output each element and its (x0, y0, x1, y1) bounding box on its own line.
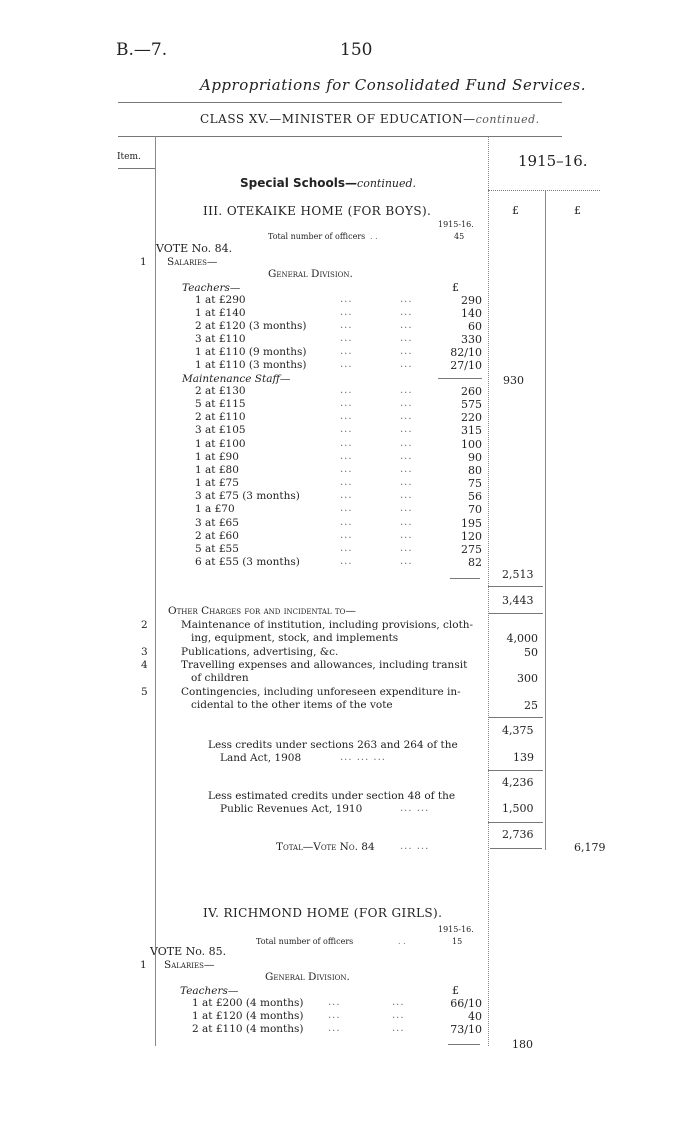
dots: ... (400, 490, 413, 502)
salary-line-amount: 27/10 (450, 359, 482, 372)
charge-description-cont: cidental to the other items of the vote (191, 699, 393, 711)
year-column-label: 1915–16. (518, 152, 588, 170)
sum-rule (488, 613, 543, 614)
dots: ... (340, 320, 353, 331)
item-column-rule (155, 136, 156, 1046)
dots: ... ... ... (340, 752, 386, 763)
officers-year: 1915-16. (438, 220, 474, 229)
charge-description: Travelling expenses and allowances, including transit (181, 659, 468, 671)
dots: ... (400, 555, 413, 567)
teachers-total: 930 (503, 374, 524, 387)
item-column-label: Item. (117, 152, 141, 162)
less-estimated-line1: Less estimated credits under section 48 of the (208, 790, 456, 802)
salary-line-amount: 575 (461, 398, 482, 412)
less-estimated-amount: 1,500 (502, 802, 534, 815)
dots: ... (340, 294, 353, 305)
table-top-rule (118, 136, 562, 137)
salary-line-amount: 290 (461, 294, 482, 307)
page-number: 150 (340, 40, 373, 60)
salary-line-description: 5 at £115 (195, 398, 246, 411)
salary-line-description: 3 at £65 (195, 516, 239, 529)
salaries-total: 3,443 (502, 594, 534, 607)
pound-sign: £ (574, 204, 581, 217)
special-schools-heading (240, 176, 416, 190)
dots: ... ... (400, 803, 430, 814)
salary-line-amount: 75 (468, 477, 482, 491)
charge-item-number: 3 (141, 646, 148, 658)
dots: ... (340, 503, 353, 515)
salaries-label: Salaries— (164, 959, 215, 971)
dots: ... (340, 333, 353, 344)
salary-line-description: 1 at £110 (9 months) (195, 346, 307, 358)
salary-line-amount: 66/10 (450, 997, 482, 1010)
dots: ... (400, 516, 413, 528)
salary-line-amount: 80 (468, 463, 482, 477)
salary-line-description: 1 at £80 (195, 463, 239, 476)
other-charges-label: Other Charges for and incidental to— (168, 605, 356, 617)
sum-after-credits: 4,236 (502, 776, 534, 789)
item-header-rule (118, 168, 155, 169)
salary-line-amount: 56 (468, 490, 482, 504)
salary-line-description: 1 at £90 (195, 450, 239, 463)
dots: ... ... (400, 841, 430, 852)
maintenance-staff-label: Maintenance Staff— (182, 373, 291, 385)
section-heading: IV. RICHMOND HOME (FOR GIRLS). (203, 906, 443, 920)
item-number: 1 (140, 959, 147, 971)
vote-total-label: Total—Vote No. 84 (276, 841, 375, 853)
dots: ... (400, 463, 413, 475)
pound-sign: £ (452, 281, 459, 294)
salary-line-description: 2 at £110 (4 months) (192, 1023, 304, 1035)
dots: . . (398, 937, 406, 946)
officers-label: Total number of officers (256, 937, 354, 946)
dots: ... (340, 477, 353, 489)
salary-line-description: 3 at £110 (195, 333, 246, 345)
dots: ... (400, 529, 413, 541)
salary-line-description: 1 at £100 (195, 437, 246, 450)
dots: ... (400, 424, 413, 436)
dots: ... (400, 385, 413, 396)
salary-line-description: 1 at £140 (195, 307, 246, 319)
dots: ... (328, 1023, 341, 1034)
salary-line-amount: 315 (461, 424, 482, 438)
dots: ... (328, 997, 341, 1008)
dots: ... (340, 463, 353, 475)
dots: ... (392, 1023, 405, 1034)
general-division-label: General Division. (265, 971, 350, 983)
sum-rule (488, 717, 543, 718)
salary-line-amount: 275 (461, 542, 482, 556)
dots: ... (400, 346, 413, 357)
special-continued: continued. (357, 177, 417, 190)
special-title: Special Schools— (240, 176, 358, 190)
dots: ... (400, 333, 413, 344)
dots: ... (328, 1010, 341, 1021)
total-rule (490, 848, 542, 849)
dots: ... (400, 294, 413, 305)
salary-line-description: 2 at £60 (195, 529, 239, 542)
less-credits-line2: Land Act, 1908 (220, 752, 302, 764)
subtotal-rule (450, 578, 480, 579)
dots: ... (340, 346, 353, 357)
charge-description: Maintenance of institution, including provisions, cloth- (181, 619, 474, 631)
charge-item-number: 5 (141, 686, 148, 698)
vote-total-amount: 6,179 (574, 841, 606, 854)
dots: ... (340, 398, 353, 410)
dots: . . (370, 232, 378, 241)
header-rule (118, 102, 562, 103)
teachers-label: Teachers— (180, 985, 239, 997)
subtotal-rule (438, 378, 482, 379)
salary-line-amount: 260 (461, 385, 482, 398)
dots: ... (340, 490, 353, 502)
salary-line-amount: 73/10 (450, 1023, 482, 1036)
charge-description-cont: ing, equipment, stock, and implements (191, 632, 399, 644)
salary-line-amount: 100 (461, 437, 482, 451)
dots: ... (400, 437, 413, 449)
dots: ... (392, 997, 405, 1008)
charge-description-cont: of children (191, 672, 249, 684)
salary-line-amount: 120 (461, 529, 482, 543)
sum-rule (488, 586, 543, 587)
sum-after-charges: 4,375 (502, 724, 534, 737)
vote-number: VOTE No. 84. (156, 242, 233, 255)
amount-column-rule (488, 136, 489, 1046)
salary-line-amount: 70 (468, 503, 482, 517)
class-title-continued: continued. (475, 113, 540, 126)
item-number: 1 (140, 256, 147, 268)
salary-line-amount: 195 (461, 516, 482, 530)
salary-line-description: 3 at £105 (195, 424, 246, 437)
salary-line-amount: 82/10 (450, 346, 482, 359)
charge-amount: 4,000 (506, 632, 538, 645)
salary-line-amount: 40 (468, 1010, 482, 1023)
dots: ... (392, 1010, 405, 1021)
total-column-rule (545, 190, 546, 850)
charge-item-number: 2 (141, 619, 148, 631)
teachers-total: 180 (512, 1038, 533, 1051)
general-division-label: General Division. (268, 268, 353, 280)
officers-count: 45 (454, 232, 465, 241)
charge-amount: 300 (517, 672, 538, 685)
less-credits-line1: Less credits under sections 263 and 264 of the (208, 739, 458, 751)
section-heading: III. OTEKAIKE HOME (FOR BOYS). (203, 204, 432, 218)
salary-line-description: 2 at £110 (195, 411, 246, 424)
salary-line-description: 2 at £130 (195, 385, 246, 397)
teachers-label: Teachers— (182, 282, 241, 294)
dots: ... (400, 398, 413, 410)
dots: ... (340, 529, 353, 541)
salary-line-description: 1 a £70 (195, 503, 235, 516)
charge-amount: 25 (524, 699, 538, 712)
less-estimated-line2: Public Revenues Act, 1910 (220, 803, 363, 815)
salary-line-amount: 330 (461, 333, 482, 346)
dots: ... (400, 450, 413, 462)
charge-description: Contingencies, including unforeseen expenditure in- (181, 686, 461, 698)
sum-final: 2,736 (502, 828, 534, 841)
year-header-rule (488, 190, 600, 191)
salary-line-description: 6 at £55 (3 months) (195, 555, 300, 568)
sum-rule (488, 822, 543, 823)
officers-year: 1915-16. (438, 925, 474, 934)
subtotal-rule (448, 1044, 480, 1045)
dots: ... (400, 503, 413, 515)
salary-line-amount: 90 (468, 450, 482, 464)
sum-rule (488, 770, 543, 771)
salary-line-description: 1 at £290 (195, 294, 246, 306)
less-credits-amount: 139 (513, 751, 534, 764)
vote-number: VOTE No. 85. (150, 945, 227, 958)
maintenance-total: 2,513 (502, 568, 534, 581)
charge-description: Publications, advertising, &c. (181, 646, 339, 658)
dots: ... (400, 359, 413, 370)
dots: ... (340, 385, 353, 396)
class-title-text: CLASS XV.—MINISTER OF EDUCATION— (200, 112, 476, 126)
salary-line-description: 5 at £55 (195, 542, 239, 555)
salary-line-description: 3 at £75 (3 months) (195, 490, 300, 503)
page-title: Appropriations for Consolidated Fund Services. (200, 76, 587, 94)
class-title (200, 112, 540, 126)
dots: ... (340, 516, 353, 528)
dots: ... (340, 359, 353, 370)
salary-line-description: 2 at £120 (3 months) (195, 320, 307, 332)
officers-label: Total number of officers (268, 232, 366, 241)
dots: ... (400, 307, 413, 318)
dots: ... (400, 477, 413, 489)
officers-count: 15 (452, 937, 463, 946)
salary-line-description: 1 at £110 (3 months) (195, 359, 307, 371)
salaries-label: Salaries— (167, 256, 218, 268)
salary-line-description: 1 at £75 (195, 477, 239, 490)
charge-amount: 50 (524, 646, 538, 659)
dots: ... (340, 307, 353, 318)
salary-line-amount: 140 (461, 307, 482, 320)
salary-line-amount: 60 (468, 320, 482, 333)
charge-item-number: 4 (141, 659, 148, 671)
dots: ... (340, 450, 353, 462)
document-code: B.—7. (116, 40, 168, 60)
dots: ... (340, 437, 353, 449)
salary-line-description: 1 at £200 (4 months) (192, 997, 304, 1009)
pound-sign: £ (452, 984, 459, 997)
salary-line-amount: 220 (461, 411, 482, 425)
salary-line-amount: 82 (468, 555, 482, 569)
dots: ... (400, 411, 413, 423)
dots: ... (400, 542, 413, 554)
dots: ... (340, 411, 353, 423)
salary-line-description: 1 at £120 (4 months) (192, 1010, 304, 1022)
dots: ... (340, 555, 353, 567)
dots: ... (400, 320, 413, 331)
dots: ... (340, 424, 353, 436)
pound-sign: £ (512, 204, 519, 217)
dots: ... (340, 542, 353, 554)
